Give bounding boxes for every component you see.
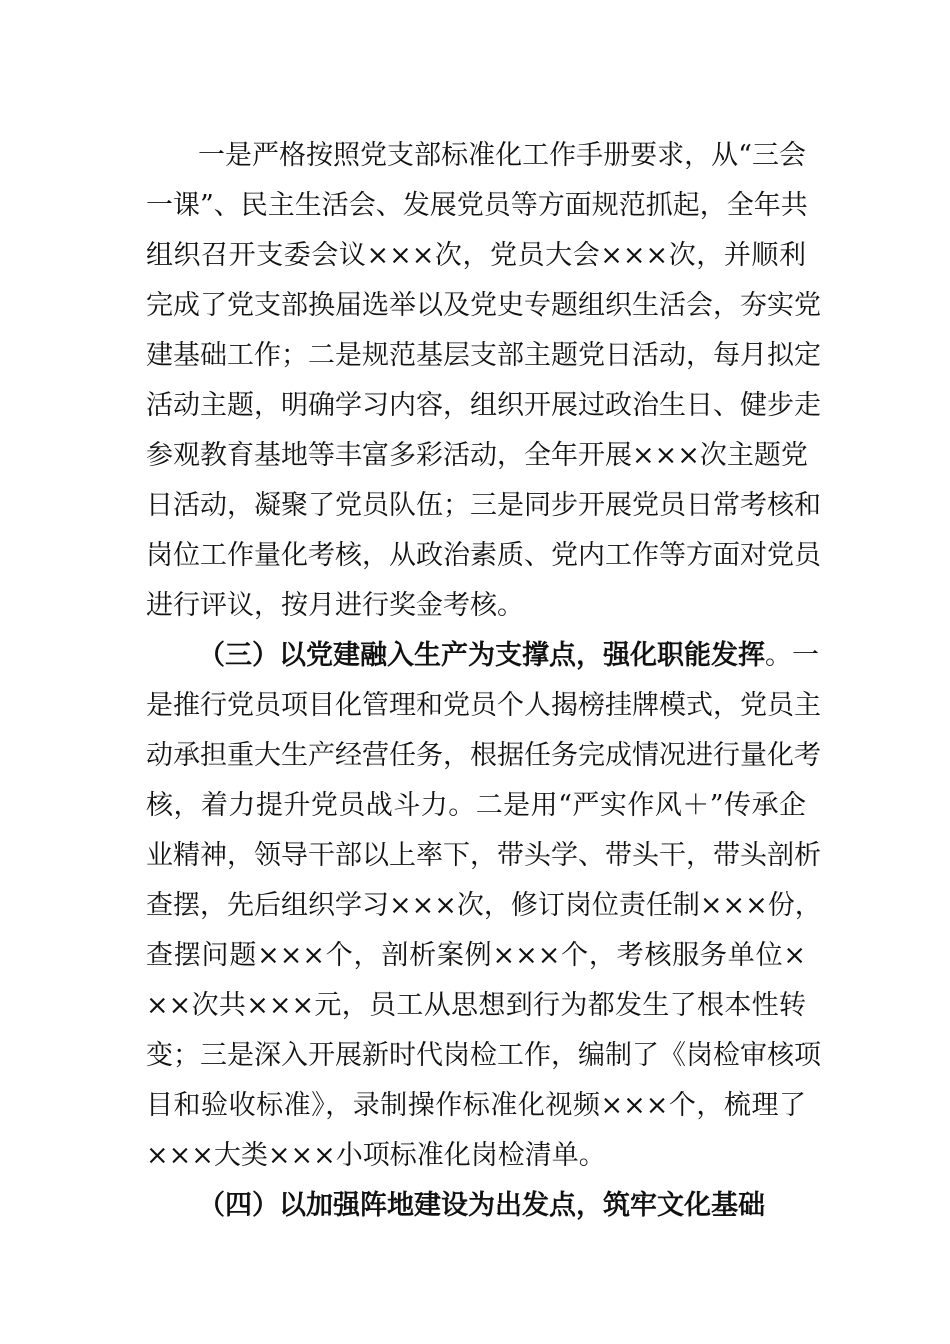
paragraph-line: 日活动，凝聚了党员队伍；三是同步开展党员日常考核和 bbox=[146, 490, 821, 521]
paragraph-line: 参观教育基地等丰富多彩活动，全年开展×××次主题党 bbox=[146, 440, 808, 471]
paragraph-line: 变；三是深入开展新时代岗检工作，编制了《岗检审核项 bbox=[146, 1040, 821, 1071]
paragraph-line: 岗位工作量化考核，从政治素质、党内工作等方面对党员 bbox=[146, 540, 821, 571]
heading-tail: 。一 bbox=[765, 640, 819, 671]
paragraph-line: 是推行党员项目化管理和党员个人揭榜挂牌模式，党员主 bbox=[146, 690, 821, 721]
paragraph-line: ×××大类×××小项标准化岗检清单。 bbox=[146, 1140, 606, 1171]
paragraph-line: 组织召开支委会议×××次，党员大会×××次，并顺利 bbox=[146, 240, 806, 271]
section-heading-line bbox=[198, 640, 819, 672]
paragraph-line: 查摆问题×××个，剖析案例×××个，考核服务单位× bbox=[146, 940, 806, 971]
paragraph-line: 进行评议，按月进行奖金考核。 bbox=[146, 590, 524, 621]
paragraph-line: 动承担重大生产经营任务，根据任务完成情况进行量化考 bbox=[146, 740, 821, 771]
section-heading: （四）以加强阵地建设为出发点，筑牢文化基础 bbox=[198, 1190, 765, 1221]
paragraph-line: 建基础工作；二是规范基层支部主题党日活动，每月拟定 bbox=[146, 340, 821, 371]
paragraph-line: 一课”、民主生活会、发展党员等方面规范抓起，全年共 bbox=[146, 190, 808, 221]
paragraph-line: 查摆，先后组织学习×××次，修订岗位责任制×××份， bbox=[146, 890, 822, 921]
paragraph-line: 核，着力提升党员战斗力。二是用“严实作风＋”传承企 bbox=[146, 790, 806, 821]
paragraph-line: 完成了党支部换届选举以及党史专题组织生活会，夯实党 bbox=[146, 290, 821, 321]
paragraph-line: 活动主题，明确学习内容，组织开展过政治生日、健步走 bbox=[146, 390, 821, 421]
section-heading: （三）以党建融入生产为支撑点，强化职能发挥 bbox=[198, 640, 765, 671]
paragraph-line: ××次共×××元，员工从思想到行为都发生了根本性转 bbox=[146, 990, 806, 1021]
paragraph-line: 一是严格按照党支部标准化工作手册要求，从“三会 bbox=[198, 140, 806, 171]
paragraph-line: 业精神，领导干部以上率下，带头学、带头干，带头剖析 bbox=[146, 840, 821, 871]
paragraph-line: 目和验收标准》，录制操作标准化视频×××个，梳理了 bbox=[146, 1090, 806, 1121]
